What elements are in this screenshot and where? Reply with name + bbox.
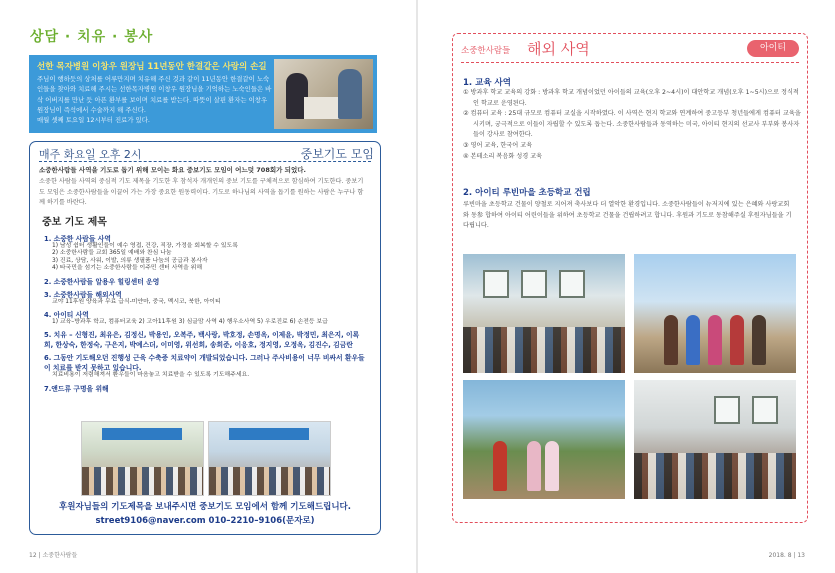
topic-section (44, 233, 366, 273)
prayer-contact: street9106@naver.com 010–2210–9106(문자로) (95, 516, 315, 526)
photo-person (686, 315, 700, 365)
photo-person (493, 441, 507, 491)
page-folio: 12 | 소중한사람들 (29, 552, 78, 559)
photo-person (730, 315, 744, 365)
photo-banner (229, 428, 309, 440)
section-title: 1. 교육 사역 (463, 78, 511, 88)
divider (39, 161, 371, 162)
photo-person (664, 315, 678, 365)
photo-crowd (209, 467, 330, 495)
topic-item: 치료비용이 저렴해져서 환우들이 마음놓고 치료받을 수 있도록 기도해주세요. (52, 372, 250, 379)
photo-window (752, 396, 778, 424)
topics-list (44, 230, 366, 393)
topic-item: 4) 타국민을 섬기는 소중한사람들 이주민 센터 사역을 위해 (52, 265, 203, 272)
computer-class-photo (634, 380, 796, 499)
prayer-name: 중보기도 모임 (300, 147, 374, 161)
prayer-intro-bold: 소중한사람들 사역을 기도로 돕기 위해 모이는 화요 중보기도 모임이 어느덧 708회가 되었다. (39, 166, 306, 174)
topic-section (44, 276, 366, 286)
topic-heading: 3. 소중한사람들 해외사역 (44, 290, 122, 299)
story-schedule: 매월 셋째 토요일 12시부터 진료가 있다. (37, 116, 150, 125)
prayer-when: 매주 화요일 오후 2시 (39, 148, 142, 161)
topic-section (44, 289, 366, 306)
photo-person (708, 315, 722, 365)
page-folio: 2018. 8 | 13 (768, 552, 805, 559)
children-photo (634, 254, 796, 373)
photo-person (338, 69, 362, 119)
classroom-photo (463, 254, 625, 373)
header-title: 해외 사역 (527, 40, 590, 58)
prayer-intro: 소중한 사람들 사역의 중심적 기도 제목을 기도한 후 참석자 개개인의 중보 기도를 구체적으로 함심하여 기도한다. 중보기도 모임은 소중한사람들을 이끌어 가는 가장 중요한 원동력이다. 기도로 하나님의 사역을 돕기를 원하는 사람은 누구나 함께 하기를 바란다. (39, 178, 364, 206)
photo-window (714, 396, 740, 424)
country-badge: 아이티 (747, 40, 799, 57)
topic-item: 교야 11후원 양육과 무료 급식-미얀마, 중국, 멕시코, 북한, 아이티 (52, 298, 221, 305)
divider (461, 62, 799, 63)
photo-person (527, 441, 541, 491)
photo-crowd (82, 467, 203, 495)
story-box (29, 55, 377, 133)
overseas-ministry-frame (452, 33, 808, 523)
story-text: 주님이 행하듯의 상처를 어루만지며 치유해 주신 것과 같이 11년동안 한결같이 노숙인들을 찾아와 치료해 주시는 선한목자병원 이창우 원장님을 기억하는 노숙인들은 바삭 어버지를 만난 듯 아픈 환부를 보이며 치료를 받는다. 따뜻이 살핀 환자는 이창우 원장님이 즉석에서 수술까지 해 주신다. (37, 75, 272, 114)
prayer-footer-note: 후원자님들의 기도제목을 보내주시면 중보기도 모임에서 함께 기도해드립니다. (59, 502, 351, 512)
topic-heading: 4. 아이티 사역 (44, 311, 89, 320)
header-small: 소중한사람들 (461, 46, 511, 56)
topic-section (44, 309, 366, 326)
section-title: 2. 아이티 루빈마을 초등학교 건립 (463, 188, 591, 198)
photo-person (545, 441, 559, 491)
topic-section (44, 352, 366, 379)
doctor-photo (274, 59, 373, 129)
photo-window (559, 270, 585, 298)
topic-item: 1) 남성 쉼터 생활인들이 예수 영접, 건강, 직장, 가정을 회복할 수 있도록 (52, 243, 238, 249)
education-item: ② 컴퓨터 교육 : 25대 규모로 컴퓨터 교실을 시작하였다. 이 사역은 현지 학교와 연계하여 중고등부 청년들에게 컴퓨터 교육을 시키며, 궁극적으로 이들이 자립할 수 있도록 돕는다. 소중한사람들과 동역하는 미국, 아이티 현지의 선교사 부부와 봉사자들이 강사로 참여한다. (463, 110, 801, 139)
prayer-photos (81, 421, 329, 494)
topic-heading: 5. 치유 – 신형진, 최유은, 김정신, 박용인, 오복주, 백사랑, 박호정, 손명옥, 이제윤, 박정민, 최은지, 이록희, 한상숙, 한정숙, 구은지, 박예스더, 이미영, 위선희, 송희준, 이응호, 정지영, 오정옥, 김진수, 김금란 (44, 331, 360, 350)
topic-item: 1) 교육–방과후 학교, 컴퓨터교육 2) 고아11후원 3) 심글맘 사역 4) 행우소사역 5) 우로진료 6) 손전등 보급 (52, 319, 328, 326)
school-paragraph: 루빈마을 초등학교 건물이 양철로 지어져 축사보다 더 열악한 환경입니다. 소중한사람들이 뉴저지에 있는 은혜와 사랑교회와 동参 합하여 아이티 어린이들을 위하여 초등학교 건물을 건립하려고 합니다. 후원과 기도로 동참해주실 후원자님들을 기다립니다. (463, 201, 792, 230)
photo-people (634, 453, 796, 499)
education-list (463, 88, 801, 162)
topic-heading: 1. 소중한 사람들 사역 (44, 235, 111, 243)
topic-heading: 2. 소중한사람들 알용우 힐링센터 운영 (44, 277, 160, 286)
prayer-photo (208, 421, 331, 496)
photo-people (463, 327, 625, 373)
topic-heading: 6. 그동안 기도해오던 진행성 근육 수축증 치료약이 개발되었습니다. 그러나 주사비용이 너무 비싸서 환우들이 치료를 받지 못하고 있습니다. (44, 354, 365, 373)
topic-item: 3) 진료, 상담, 사워, 이발, 의류 생필품 나눔의 공급과 봉사자 (52, 257, 208, 264)
prayer-meeting-box (29, 141, 381, 535)
topic-heading: 7.앤드류 구명을 위해 (44, 384, 109, 393)
topic-section (44, 329, 366, 349)
right-page (418, 0, 835, 573)
photo-banner (102, 428, 182, 440)
photo-window (483, 270, 509, 298)
photo-window (521, 270, 547, 298)
left-page (0, 0, 417, 573)
photo-person (752, 315, 766, 365)
prayer-topics (39, 210, 369, 404)
topics-title: 중보 기도 제목 (42, 217, 107, 228)
story-body (37, 74, 274, 125)
education-item: ① 방과후 학교 교육의 강화 : 방과후 학교 개념이었던 아이들의 교육(오후 2~4시)이 대안학교 개념(오후 1~5시)으로 정식적인 학교로 운영된다. (463, 89, 799, 107)
story-title: 선한 목자병원 이창우 원장님 11년동안 한결같은 사랑의 손길 (37, 62, 267, 72)
village-photo (463, 380, 625, 499)
topic-item: 2) 소중한사람들 교회 365일 예배와 찬심 나눔 (52, 250, 172, 257)
prayer-photo (81, 421, 204, 496)
topic-section (44, 383, 366, 393)
education-item: ④ 본테소리 복음화 성경 교육 (463, 152, 543, 160)
education-item: ③ 영어 교육, 한국어 교육 (463, 141, 533, 149)
section-header: 상담 · 치유 · 봉사 (30, 29, 154, 45)
